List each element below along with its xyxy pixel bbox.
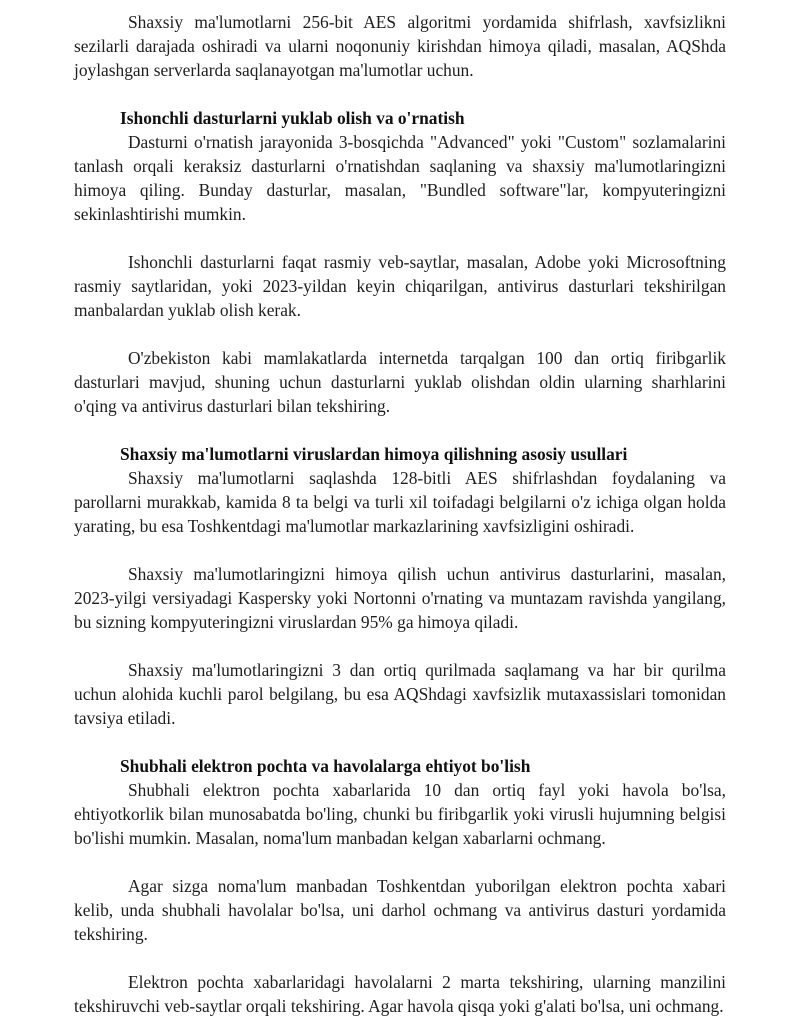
paragraph-unknown-source: Agar sizga noma'lum manbadan Toshkentdan yuborilgan elektron pochta xabari kelib, unda shubhali havolalar bo'lsa, uni darhol ochmang va antivirus dasturi yordamida tekshiring. xyxy=(74,876,726,944)
heading-virus-protection: Shaxsiy ma'lumotlarni viruslardan himoya qilishning asosiy usullari xyxy=(120,444,628,464)
heading-suspicious-email: Shubhali elektron pochta va havolalarga ehtiyot bo'lish xyxy=(120,756,531,776)
paragraph-devices: Shaxsiy ma'lumotlaringizni 3 dan ortiq qurilmada saqlamang va har bir qurilma uchun alohida kuchli parol belgilang, bu esa AQShdagi xavfsizlik mutaxassislari tomonidan tavsiya etiladi. xyxy=(74,660,726,728)
heading-trusted-software: Ishonchli dasturlarni yuklab olish va o'rnatish xyxy=(120,108,465,128)
paragraph-fraud-software: O'zbekiston kabi mamlakatlarda internetda tarqalgan 100 dan ortiq firibgarlik dasturlari mavjud, shuning uchun dasturlarni yuklab olishdan oldin ularning sharhlarini o'qing va antivirus dasturlari bilan tekshiring. xyxy=(74,348,726,416)
paragraph-suspicious-files: Shubhali elektron pochta xabarlarida 10 dan ortiq fayl yoki havola bo'lsa, ehtiyotkorlik bilan munosabatda bo'ling, chunki bu firibgarlik yoki virusli hujumning belgisi bo'lishi mumkin. Masalan, noma'lum manbadan kelgan xabarlarni ochmang. xyxy=(74,780,726,848)
paragraph-check-links: Elektron pochta xabarlaridagi havolalarni 2 marta tekshiring, ularning manzilini tekshiruvchi veb-saytlar orqali tekshiring. Agar havola qisqa yoki g'alati bo'lsa, uni ochmang. xyxy=(74,972,726,1016)
paragraph-antivirus: Shaxsiy ma'lumotlaringizni himoya qilish uchun antivirus dasturlarini, masalan, 2023-yilgi versiyadagi Kaspersky yoki Nortonni o'rnating va muntazam ravishda yangilang, bu sizning kompyuteringizni viruslardan 95% ga himoya qiladi. xyxy=(74,564,726,632)
paragraph-aes-256: Shaxsiy ma'lumotlarni 256-bit AES algoritmi yordamida shifrlash, xavfsizlikni sezilarli darajada oshiradi va ularni noqonuniy kirishdan himoya qiladi, masalan, AQShda joylashgan serverlarda saqlanayotgan ma'lumotlar uchun. xyxy=(74,12,726,80)
paragraph-custom-install: Dasturni o'rnatish jarayonida 3-bosqichda "Advanced" yoki "Custom" sozlamalarini tanlash orqali keraksiz dasturlarni o'rnatishdan saqlaning va shaxsiy ma'lumotlaringizni himoya qiling. Bunday dasturlar, masalan, "Bundled software"lar, kompyuteringizni sekinlashtirishi mumkin. xyxy=(74,132,726,224)
paragraph-official-sites: Ishonchli dasturlarni faqat rasmiy veb-saytlar, masalan, Adobe yoki Microsoftning rasmiy saytlaridan, yoki 2023-yildan keyin chiqarilgan, antivirus dasturlari tekshirilgan manbalardan yuklab olish kerak. xyxy=(74,252,726,320)
paragraph-aes-128: Shaxsiy ma'lumotlarni saqlashda 128-bitli AES shifrlashdan foydalaning va parollarni murakkab, kamida 8 ta belgi va turli xil toifadagi belgilarni o'z ichiga olgan holda yarating, bu esa Toshkentdagi ma'lumotlar markazlarining xavfsizligini oshiradi. xyxy=(74,468,726,536)
